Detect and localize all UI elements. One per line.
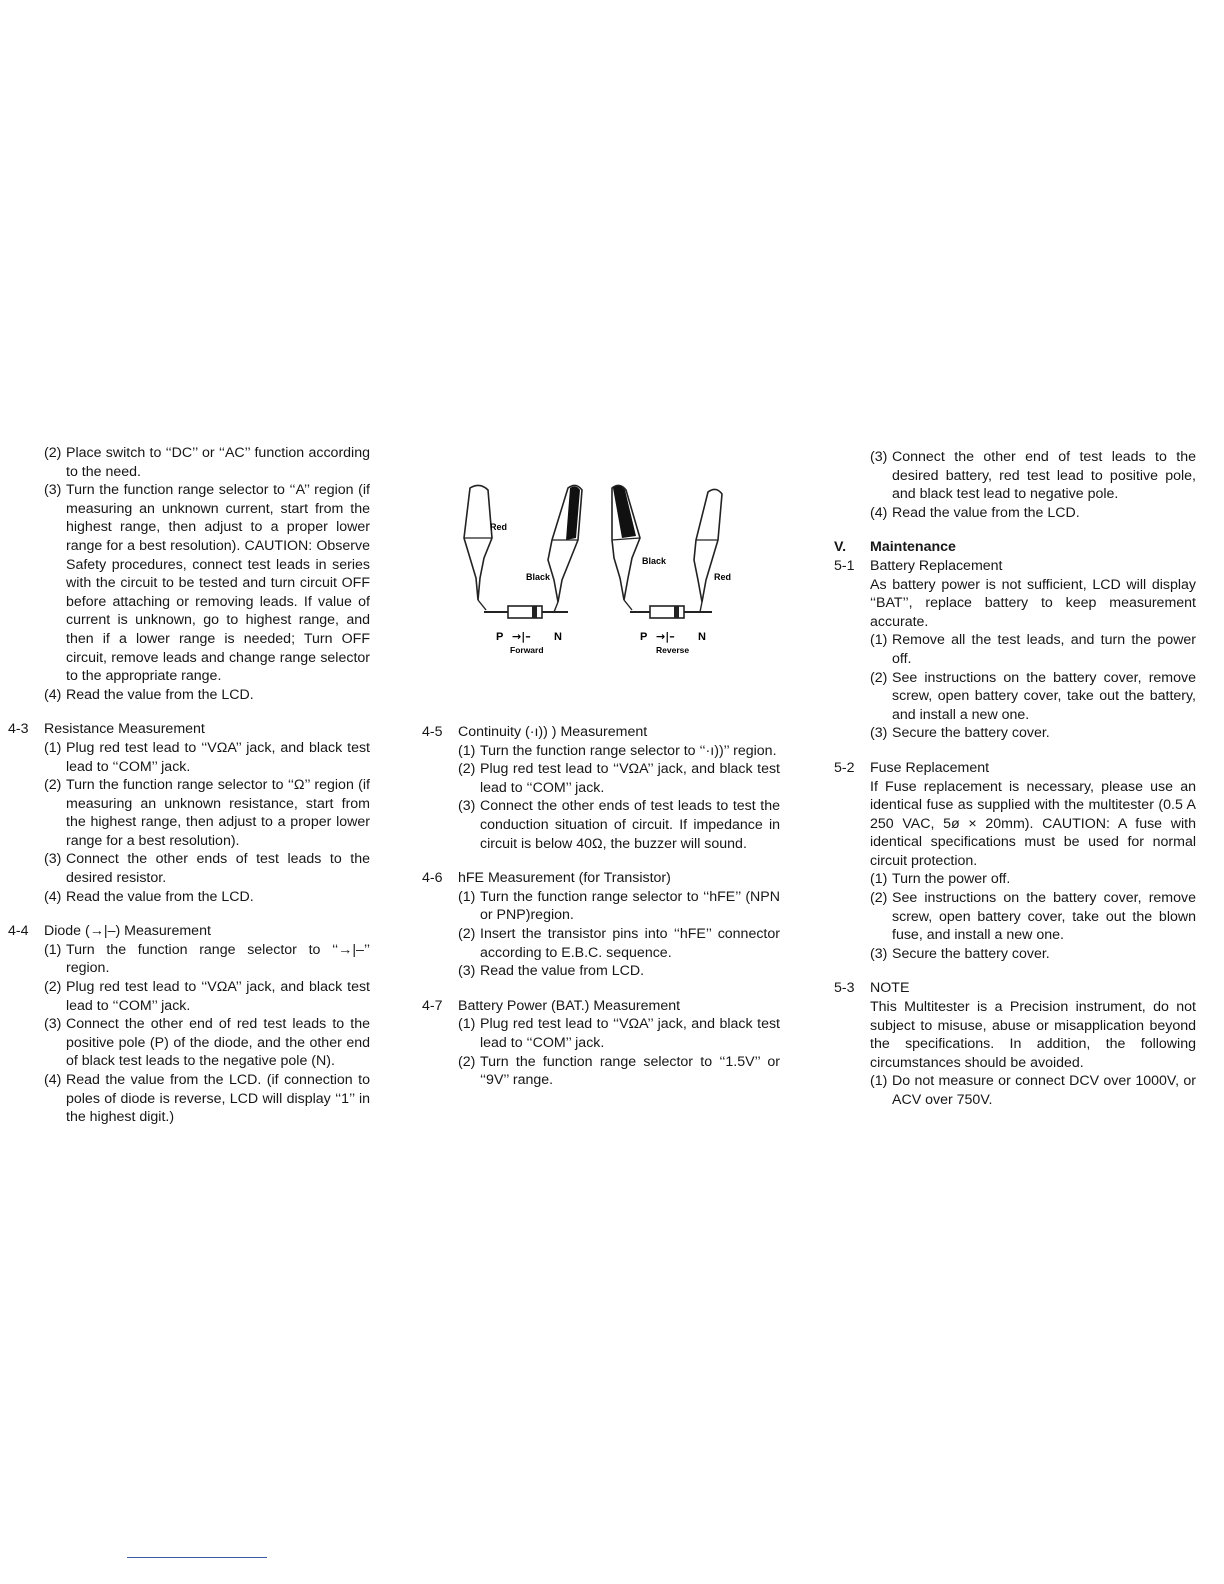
- item-number: (3): [870, 449, 888, 465]
- list-item: [44, 481, 370, 686]
- section-title: Resistance Measurement: [44, 721, 205, 738]
- section-intro: As battery power is not sufficient, LCD will display ‘‘BAT’’, replace battery to keep measurement accurate.: [870, 576, 1196, 630]
- list-item: [870, 1072, 1196, 1109]
- item-text: Read the value from LCD.: [480, 963, 645, 980]
- section-intro: This Multitester is a Precision instrument, do not subject to misuse, abuse or misapplication beyond the specifications. In addition, the following circumstances should be avoided.: [870, 999, 1196, 1071]
- list-item: [44, 776, 370, 850]
- middle-column: [422, 723, 780, 1090]
- item-text: Turn the function range selector to ‘‘→|–’’ region.: [66, 941, 370, 977]
- reverse-left-probe-label: Black: [642, 556, 667, 566]
- item-number: (2): [870, 890, 888, 907]
- section-heading-4-6: [422, 869, 780, 888]
- forward-n-label: N: [554, 631, 562, 643]
- reverse-caption: Reverse: [656, 645, 690, 655]
- right-column: [834, 448, 1196, 1110]
- footnote-rule: [127, 1557, 267, 1558]
- item-text: Turn the power off.: [892, 871, 1011, 888]
- item-number: (3): [44, 851, 62, 868]
- list-item: [870, 448, 1196, 504]
- item-text: Turn the function range selector to ‘‘·ı))’’ region.: [480, 742, 777, 759]
- item-text: Connect the other ends of test leads to test the conduction situation of circuit. If impedance in circuit is below 40Ω, the buzzer will sound.: [480, 798, 780, 852]
- list-item: [44, 850, 370, 887]
- item-text: Connect the other ends of test leads to the desired resistor.: [66, 851, 370, 887]
- section-intro: If Fuse replacement is necessary, please use an identical fuse as supplied with the multitester (0.5 A 250 VAC, 5ø × 20mm). CAUTION: A fuse with identical specifications must be used for normal circuit protection.: [870, 778, 1196, 869]
- list-item: [458, 925, 780, 962]
- list-item: [458, 760, 780, 797]
- section-title: Battery Power (BAT.) Measurement: [458, 997, 681, 1014]
- item-text: Place switch to ‘‘DC’’ or ‘‘AC’’ function according to the need.: [66, 445, 370, 480]
- item-number: (2): [44, 777, 62, 794]
- chapter-title: Maintenance: [870, 539, 956, 556]
- item-text: Read the value from the LCD.: [892, 504, 1080, 521]
- item-number: (1): [44, 739, 62, 756]
- item-text: Turn the function range selector to ‘‘hFE’’ (NPN or PNP)region.: [480, 888, 780, 924]
- forward-black-probe: [548, 485, 582, 612]
- list-item: [44, 739, 370, 776]
- item-number: (3): [870, 725, 888, 742]
- item-number: (2): [458, 761, 476, 778]
- list-item: [44, 1015, 370, 1071]
- item-text: Read the value from the LCD.: [66, 888, 254, 905]
- section-number: 5-1: [834, 557, 855, 574]
- left-column: [8, 444, 370, 1127]
- section-heading-4-5: [422, 723, 780, 742]
- reverse-diode-symbol: →|–: [656, 630, 675, 643]
- reverse-p-label: P: [640, 631, 648, 643]
- item-text: See instructions on the battery cover, remove screw, open battery cover, take out the blown fuse, and install a new one.: [892, 890, 1196, 944]
- section-number: 4-5: [422, 724, 443, 740]
- section-number: 4-6: [422, 870, 443, 887]
- item-number: (1): [870, 871, 888, 888]
- list-item: [44, 888, 370, 907]
- list-item: [870, 631, 1196, 668]
- forward-right-probe-label: Black: [526, 572, 551, 582]
- item-number: (1): [458, 1016, 476, 1033]
- section-number: 5-3: [834, 980, 855, 997]
- item-text: Turn the function range selector to ‘‘1.5V’’ or ‘‘9V’’ range.: [480, 1053, 780, 1089]
- list-item: [870, 945, 1196, 964]
- reverse-red-probe: [694, 489, 722, 612]
- item-text: Secure the battery cover.: [892, 725, 1050, 742]
- item-text: Connect the other end of red test leads to the positive pole (P) of the diode, and the other end of black test leads to the negative pole (N).: [66, 1016, 370, 1070]
- list-item: [44, 978, 370, 1015]
- item-text: Plug red test lead to ‘‘VΩA’’ jack, and black test lead to ‘‘COM’’ jack.: [480, 1016, 780, 1051]
- section-number: 4-7: [422, 997, 443, 1014]
- list-item: [44, 686, 370, 705]
- forward-diode-symbol: →|–: [512, 630, 531, 643]
- item-text: See instructions on the battery cover, remove screw, open battery cover, take out the battery, and install a new one.: [892, 669, 1196, 723]
- list-item: [458, 742, 780, 761]
- section-number: 5-2: [834, 759, 855, 776]
- list-item: [44, 444, 370, 481]
- item-number: (1): [458, 742, 476, 759]
- chapter-number: V.: [834, 539, 847, 556]
- item-number: (2): [458, 925, 476, 942]
- reverse-n-label: N: [698, 631, 706, 643]
- item-text: Read the value from the LCD.: [66, 686, 254, 703]
- section-title: NOTE: [870, 980, 910, 997]
- section-number: 4-3: [8, 721, 29, 738]
- list-item: [870, 669, 1196, 725]
- forward-red-probe: [464, 485, 492, 610]
- list-item: [44, 1071, 370, 1127]
- item-number: (2): [44, 445, 62, 461]
- item-number: (2): [44, 979, 62, 996]
- forward-p-label: P: [496, 631, 504, 643]
- list-item: [458, 797, 780, 853]
- forward-caption: Forward: [510, 645, 544, 655]
- forward-left-probe-label: Red: [490, 522, 508, 532]
- list-item: [870, 504, 1196, 523]
- item-number: (3): [870, 945, 888, 962]
- list-item: [458, 888, 780, 925]
- section-heading-5-3: [834, 979, 1196, 998]
- item-number: (1): [44, 941, 62, 958]
- list-item: [458, 1015, 780, 1052]
- item-text: Turn the function range selector to ‘‘Ω’’ region (if measuring an unknown resistance, start from the highest range, then adjust to a proper lower range for a best resolution).: [66, 777, 370, 849]
- item-text: Plug red test lead to ‘‘VΩA’’ jack, and black test lead to ‘‘COM’’ jack.: [66, 979, 370, 1014]
- chapter-heading: [834, 538, 1196, 557]
- section-heading-5-2: [834, 759, 1196, 778]
- item-text: Remove all the test leads, and turn the power off.: [892, 632, 1196, 667]
- section-number: 4-4: [8, 923, 29, 940]
- item-number: (3): [44, 1016, 62, 1033]
- item-number: (1): [870, 632, 888, 649]
- section-heading-5-1: [834, 557, 1196, 576]
- section-title: Fuse Replacement: [870, 759, 990, 776]
- section-title: Continuity (·ı)) ) Measurement: [458, 724, 648, 740]
- reverse-diode: [630, 606, 712, 618]
- item-number: (4): [870, 504, 888, 521]
- item-number: (1): [458, 888, 476, 905]
- section-heading-4-7: [422, 997, 780, 1016]
- item-number: (4): [44, 686, 62, 703]
- list-item: [44, 941, 370, 978]
- list-item: [458, 962, 780, 981]
- item-number: (1): [870, 1073, 888, 1090]
- section-title: Battery Replacement: [870, 557, 1003, 574]
- item-number: (4): [44, 1072, 62, 1088]
- section-heading-4-3: [8, 720, 370, 739]
- item-text: Connect the other end of test leads to the desired battery, red test lead to positive pole, and black test lead to negative pole.: [892, 449, 1196, 503]
- section-title: hFE Measurement (for Transistor): [458, 870, 671, 887]
- section-heading-4-4: [8, 922, 370, 941]
- list-item: [458, 1053, 780, 1090]
- reverse-black-probe: [612, 485, 640, 610]
- item-number: (3): [44, 482, 62, 499]
- list-item: [870, 724, 1196, 743]
- item-text: Plug red test lead to ‘‘VΩA’’ jack, and black test lead to ‘‘COM’’ jack.: [66, 739, 370, 775]
- list-item: [870, 889, 1196, 945]
- item-number: (2): [458, 1053, 476, 1070]
- reverse-right-probe-label: Red: [714, 572, 732, 582]
- list-item: [870, 870, 1196, 889]
- item-number: (3): [458, 798, 476, 815]
- item-number: (4): [44, 888, 62, 905]
- item-number: (2): [870, 669, 888, 686]
- item-text: Plug red test lead to ‘‘VΩA’’ jack, and black test lead to ‘‘COM’’ jack.: [480, 761, 780, 796]
- item-text: Secure the battery cover.: [892, 945, 1050, 962]
- item-text: Turn the function range selector to ‘‘A’’ region (if measuring an unknown current, start from the highest range, then adjust to a proper lower range for a best resolution). CAUTION: Observe Safety procedures, connect test leads in series with the circuit to be tested and turn circuit OFF before attaching or removing leads. If value of current is unknown, go to highest range, and then if a lower range is needed; Turn OFF circuit, remove leads and change range selector to the appropriate range.: [66, 482, 370, 685]
- item-text: Insert the transistor pins into ‘‘hFE’’ connector according to E.B.C. sequence.: [480, 925, 780, 961]
- item-text: Do not measure or connect DCV over 1000V, or ACV over 750V.: [892, 1073, 1196, 1108]
- section-title: Diode (→|–) Measurement: [44, 923, 211, 940]
- item-number: (3): [458, 963, 476, 980]
- item-text: Read the value from the LCD. (if connection to poles of diode is reverse, LCD will display ‘‘1’’ in the highest digit.): [66, 1072, 370, 1126]
- diode-test-diagram: [450, 478, 750, 664]
